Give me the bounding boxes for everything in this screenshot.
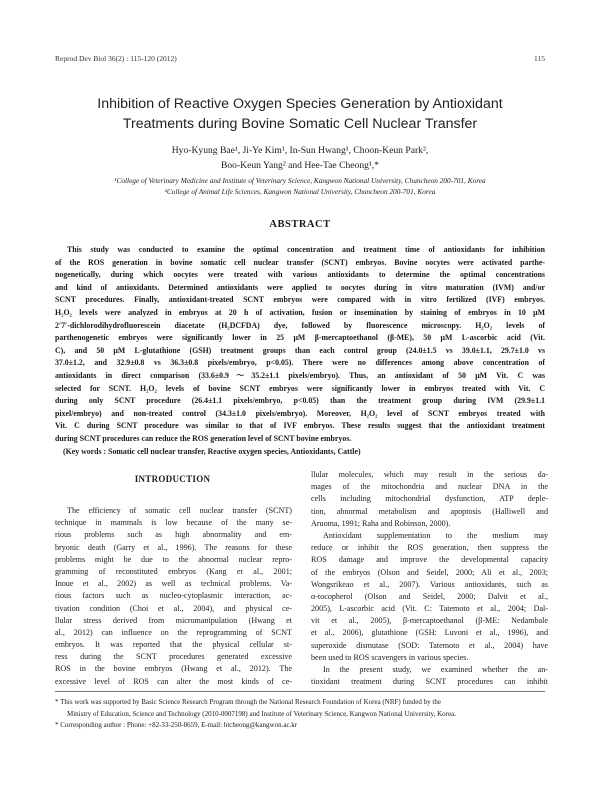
running-header bbox=[55, 54, 545, 66]
left-column bbox=[55, 505, 292, 688]
author-line: Boo-Keun Yang² and Hee-Tae Cheong¹,* bbox=[220, 160, 379, 171]
abstract-line: during only SCNT procedure (26.4±1.1 pixels/embryo, p<0.05) than the treatment group during IVM (29.9±1.1 bbox=[55, 396, 545, 406]
body-line: cells including mitochondrial dysfunction, ATP deple- bbox=[311, 494, 548, 504]
body-line: vit et al., 2005), β-mercaptoethanol (β-ME: Nedambale bbox=[311, 616, 548, 626]
body-line: 2005), L-ascorbic acid (Vit. C: Tatemoto et al., 2004; Dal- bbox=[311, 604, 548, 614]
body-line: superoxide dismutase (SOD: Tatemoto et al., 2004) have bbox=[311, 640, 548, 650]
abstract-line: SCNT procedures. Finally, antioxidant-treated SCNT embryos were compared with in vitro fertilized (IVF) embryos. bbox=[55, 295, 545, 305]
body-line: ROS damage and improve the developmental capacity bbox=[311, 555, 548, 565]
footnote-corresponding: * Corresponding author : Phone: +82-33-250-8659, E-mail: htcheong@kangwon.ac.kr bbox=[55, 721, 298, 729]
abstract-line: 37.0±1.2, and 32.9±0.8 vs 36.3±0.8 pixels/embryo, p<0.05). There were no differences among above concentration of bbox=[55, 358, 545, 368]
title-line: Treatments during Bovine Somatic Cell Nuclear Transfer bbox=[122, 116, 478, 132]
keywords-line: (Key words : Somatic cell nuclear transfer, Reactive oxygen species, Antioxidants, Cattle) bbox=[63, 446, 361, 456]
body-line: al., 2012) can influence on the reprogramming of SCNT bbox=[55, 627, 292, 637]
abstract-heading: ABSTRACT bbox=[269, 219, 331, 230]
body-line: gramming of reconstituted embryos (Kang et al., 2001; bbox=[55, 566, 292, 576]
body-line: llular molecules, which may result in the serious da- bbox=[311, 470, 548, 479]
abstract-line: This study was conducted to examine the optimal concentration and treatment time of antioxidants for inhibition bbox=[67, 245, 545, 254]
right-column bbox=[311, 469, 548, 688]
body-line: mages of the mitochondria and nuclear DNA in the bbox=[311, 482, 548, 492]
abstract-line: selected for SCNT. H₂O₂ levels of bovine SCNT embryos were significantly lower in embryos treated with Vit. C bbox=[55, 383, 545, 393]
footnotes bbox=[55, 697, 545, 732]
body-line: rious factors such as nucleo-cytoplasmic interaction, ac- bbox=[55, 591, 292, 601]
abstract-line: H₂O₂ levels were analyzed in embryos at 20 h of activation, fusion or insemination by staining of embryos in 10 μM bbox=[55, 307, 545, 317]
body-line: α-tocopherol (Olson and Seidel, 2000; Dalvit et al., bbox=[311, 591, 548, 601]
abstract-line: Vit. C during SCNT procedure was similar to that of IVF embryos. These results suggest that the antioxidant treatment bbox=[55, 421, 545, 431]
body-line: ROS in the bovine embryos (Hwang et al., 2012). The bbox=[55, 664, 292, 674]
abstract-line: pixel/embryo) and non-treated control (34.3±1.0 pixels/embryo). Moreover, H₂O₂ level of SCNT embryos treated with bbox=[55, 408, 545, 418]
affiliations bbox=[40, 175, 560, 197]
paper-title bbox=[40, 94, 560, 134]
body-line: technique in mammals is low because of the many se- bbox=[55, 518, 292, 528]
abstract-body bbox=[55, 244, 545, 458]
abstract-line: and kind of antioxidants. Determined antioxidants were applied to oocytes during in vitro maturation (IVM) and/or bbox=[55, 282, 545, 292]
body-line: llular stress derived from micromanipulation (Hwang et bbox=[55, 615, 292, 625]
journal-citation: Reprod Dev Biol 36(2) : 115-120 (2012) bbox=[55, 54, 177, 63]
body-line: et al., 2006), glutathione (GSH: Luvoni et al., 1996), and bbox=[311, 628, 548, 638]
body-line: embryos. It was reported that the physical cellular st- bbox=[55, 640, 292, 650]
author-list bbox=[40, 143, 560, 173]
author-line: Hyo-Kyung Bae¹, Ji-Ye Kim¹, In-Sun Hwang¹, Choon-Keun Park², bbox=[171, 145, 429, 156]
body-line: reduce or inhibit the ROS generation, then suppress the bbox=[311, 543, 548, 553]
body-line: Antioxidant supplementation to the medium may bbox=[323, 530, 548, 540]
body-line: Aruoma, 1991; Raha and Robinson, 2000). bbox=[311, 518, 451, 528]
body-line: Wongsrikeao et al., 2007). Various antioxidants, such as bbox=[311, 579, 548, 589]
body-line: tioxidant treatment during SCNT procedures can inhibit bbox=[311, 677, 548, 687]
footnote-divider bbox=[55, 691, 545, 692]
body-line: tivation condition (Choi et al., 2004), and physical ce- bbox=[55, 603, 292, 613]
body-line: Inoue et al., 2002) as well as technical problems. Va- bbox=[55, 579, 292, 589]
abstract-line: nogenetically, during which oocytes were treated with various antioxidants to determine the optimal concentrations bbox=[55, 270, 545, 280]
page-number: 115 bbox=[534, 54, 545, 63]
body-line: of the embryos (Olson and Seidel, 2000; Ali et al., 2003; bbox=[311, 567, 548, 577]
introduction-heading: INTRODUCTION bbox=[134, 474, 211, 484]
title-line: Inhibition of Reactive Oxygen Species Generation by Antioxidant bbox=[97, 96, 503, 112]
abstract-line: of the ROS generation in bovine somatic cell nuclear transfer (SCNT) embryos. Bovine oocytes were activated parthe- bbox=[55, 257, 545, 267]
abstract-line: parthenogenetic embryos were significantly lower in 25 μM β-mercaptoethanol (β-ME), 50 μM L-ascorbic acid (Vit. bbox=[55, 333, 545, 343]
footnote-funding: * This work was supported by Basic Science Research Program through the National Research Foundation of Korea (NRF) funded by the bbox=[55, 698, 441, 706]
affiliation-line: ²College of Animal Life Sciences, Kangwon National University, Chuncheon 200-701, Korea bbox=[164, 187, 436, 196]
abstract-line: antioxidants in direct comparison (33.6±0.9～35.2±1.1 pixels/embryo). Thus, an antioxidant of 50 μM Vit. C was bbox=[55, 370, 545, 380]
body-line: rious problems such as high abnormality and em- bbox=[55, 530, 292, 540]
body-line: excessive level of ROS can alter the most kinds of ce- bbox=[55, 676, 292, 686]
body-line: bryonic death (Garry et al., 1996). The reasons for these bbox=[55, 542, 292, 552]
abstract-line: 2′7′-dichlorodihydrofluorescein diacetate (H₂DCFDA) dye, followed by fluorescence microscopy. H₂O₂ levels of bbox=[55, 320, 545, 330]
abstract-line: C), and 50 μM L-glutathione (GSH) treatment groups than each control group (24.0±1.5 vs 39.0±1.1, 29.7±1.0 vs bbox=[55, 345, 545, 355]
abstract-line: during SCNT procedures can reduce the ROS generation level of SCNT bovine embryos. bbox=[55, 433, 352, 443]
body-line: tion, abnormal metabolism and apoptosis (Halliwell and bbox=[311, 506, 548, 516]
body-line: The efficiency of somatic cell nuclear transfer (SCNT) bbox=[67, 506, 292, 515]
body-line: been used to ROS scavengers in various species. bbox=[311, 652, 469, 662]
body-line: problems might be due to the abnormal nuclear repro- bbox=[55, 554, 292, 564]
body-line: ress during the SCNT procedures generated excessive bbox=[55, 652, 292, 662]
footnote-funding-cont: Ministry of Education, Science and Technology (2010-0007198) and Institute of Veterinary Science, Kangwon National University, Korea. bbox=[67, 709, 456, 718]
body-line: In the present study, we examined whether the an- bbox=[323, 665, 548, 674]
affiliation-line: ¹College of Veterinary Medicine and Institute of Veterinary Science, Kangwon National University, Chuncheon 200-701, Korea bbox=[114, 176, 486, 185]
